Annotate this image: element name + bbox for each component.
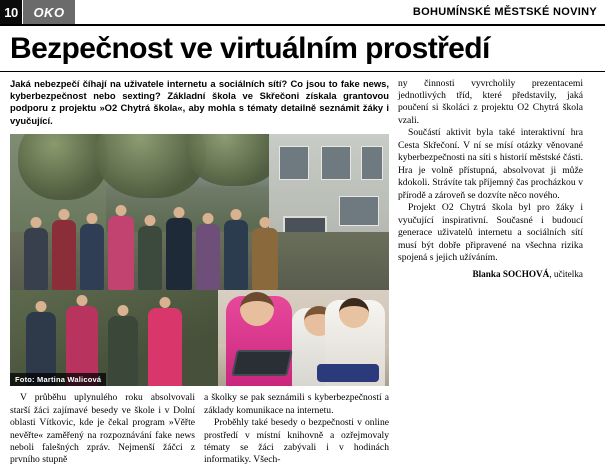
masthead-title: BOHUMÍNSKÉ MĚSTSKÉ NOVINY: [412, 6, 597, 18]
photo-person: [108, 316, 138, 386]
photo-credit: Foto: Martina Walicová: [10, 373, 106, 386]
paragraph: a školky se pak seznámili s kyberbezpečností a základy komunikace na internetu.: [204, 392, 389, 416]
masthead: [0, 0, 605, 26]
paragraph: Projekt O2 Chytrá škola byl pro žáky i vyučující inspirativní. Současné i budoucí generace uživatelů internetu a sociálních sítí musí být dobře připravené na všechna rizika spojená s jejich užíváním.: [398, 202, 583, 264]
photo-person: [252, 228, 278, 290]
photo-classroom: [218, 290, 389, 386]
head-shape: [160, 297, 171, 308]
head-shape: [31, 217, 42, 228]
head-shape: [118, 305, 129, 316]
head-shape: [231, 209, 242, 220]
right-column: [398, 78, 583, 387]
paragraph: V průběhu uplynulého roku absolvovali starší žáci zajímavé besedy ve škole i v Dolní oblasti Vítkovic, kde je čekal program »Věřte nevěřte« zaměřený na rozpoznávání fake news neboli falešných zpráv. Nejmenší žáčci z prvního stupně: [10, 392, 195, 466]
photo-person: [80, 224, 104, 290]
article-lead: Jaká nebezpečí číhají na uživatele internetu a sociálních sítí? Co jsou to fake news, kyberbezpečnost nebo sexting? Základní škola ve Skřečoni získala grantovou podporu z projektu »O2 Chytrá škola«, aby mohla s tématy detailně seznámit žáky i vyučující.: [10, 77, 389, 126]
masthead-spacer: [75, 0, 413, 24]
pencil-case: [317, 364, 379, 382]
tablet-device: [231, 350, 293, 376]
signature-role: , učitelka: [549, 268, 583, 279]
publication-logo: [23, 0, 75, 24]
article-headline: Bezpečnost ve virtuálním prostředí: [0, 26, 605, 72]
photo-person: [138, 226, 162, 290]
photo-person: [52, 220, 76, 290]
article-photo: [10, 134, 389, 386]
bottom-column-2: [204, 392, 389, 467]
head-shape: [36, 301, 47, 312]
photo-lower-scene: [10, 290, 389, 386]
window-shape: [279, 146, 309, 180]
window-shape: [321, 146, 351, 180]
window-shape: [339, 196, 379, 226]
left-content-block: [10, 78, 389, 387]
photo-person: [148, 308, 182, 386]
paragraph: Součástí aktivit byla také interaktivní hra Cesta Skřečoní. V ní se mísí otázky věnované kyberbezpečnosti na síti s historií městské části. Hra je volně přístupná, absolvovat ji může kdokoli. Strávíte tak příjemný čas procházkou v přírodě a zároveň se dozvíte něco nového.: [398, 127, 583, 201]
head-shape: [59, 209, 70, 220]
article-body: [0, 72, 605, 387]
photo-person: [196, 224, 220, 290]
head-shape: [116, 205, 127, 216]
head-shape: [203, 213, 214, 224]
paragraph: Proběhly také besedy o bezpečnosti v online prostředí v místní knihovně a ozřejmovaly tématy se žáci zabývali i v hodinách informatiky. Všech-: [204, 417, 389, 466]
photo-person: [24, 228, 48, 290]
photo-person: [108, 216, 134, 290]
bottom-column-1: [10, 392, 195, 467]
photo-person: [224, 220, 248, 290]
head-shape: [87, 213, 98, 224]
photo-upper-scene: [10, 134, 389, 290]
window-shape: [361, 146, 383, 180]
head-shape: [77, 295, 88, 306]
head-shape: [145, 215, 156, 226]
article-bottom-columns: [0, 386, 605, 467]
head-shape: [174, 207, 185, 218]
logo-text: OKO: [33, 4, 65, 20]
head-shape: [240, 292, 274, 326]
page-number: 10: [0, 0, 22, 24]
photo-person: [166, 218, 192, 290]
bottom-column-3-spacer: [398, 392, 583, 467]
head-shape: [339, 298, 369, 328]
signature-author: Blanka SOCHOVÁ: [472, 268, 550, 279]
article-signature: [398, 269, 583, 279]
paragraph: ny činnosti vyvrcholily prezentacemi jednotlivých tříd, které představily, jaká poučení si školáci z projektu O2 Chytrá škola vzali.: [398, 77, 583, 126]
tree-shape: [186, 134, 282, 186]
head-shape: [260, 217, 271, 228]
photo-outdoor-group: [10, 290, 218, 386]
